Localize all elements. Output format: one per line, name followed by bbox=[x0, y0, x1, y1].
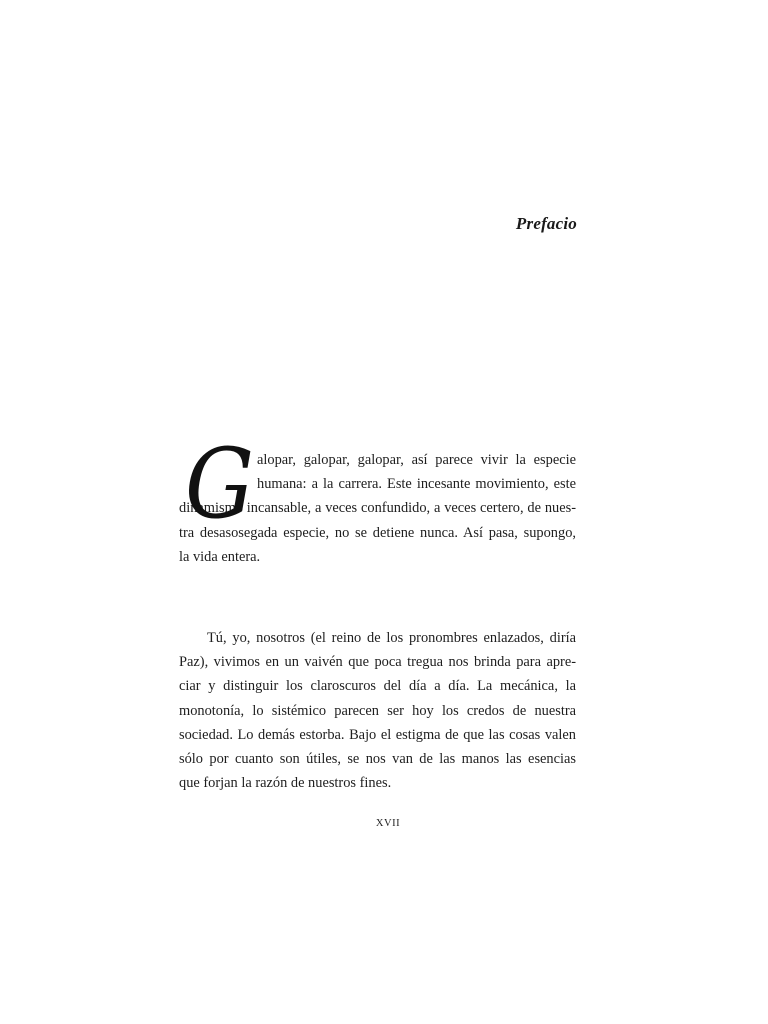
paragraph-1-line: alopar, galopar, galopar, así parece vivir la especie bbox=[257, 452, 576, 468]
drop-cap-letter: G bbox=[185, 428, 255, 540]
paragraph-2-line: monotonía, lo sistémico parecen ser hoy los credos de nuestra bbox=[179, 702, 576, 719]
paragraph-2-line: sociedad. Lo demás estorba. Bajo el estigma de que las cosas valen bbox=[179, 726, 576, 743]
paragraph-2 bbox=[179, 626, 576, 796]
drop-cap bbox=[179, 428, 265, 540]
paragraph-1 bbox=[179, 428, 576, 598]
paragraph-2-line: ciar y distinguir los claroscuros del día a día. La mecánica, la bbox=[179, 678, 576, 695]
paragraph-2-line: Tú, yo, nosotros (el reino de los pronombres enlazados, diría bbox=[207, 630, 576, 646]
paragraph-1-line: humana: a la carrera. Este incesante movimiento, este bbox=[257, 476, 576, 493]
paragraph-2-line: sólo por cuanto son útiles, se nos van de las manos las esencias bbox=[179, 750, 576, 767]
paragraph-2-line: Paz), vivimos en un vaivén que poca tregua nos brinda para apre- bbox=[179, 654, 576, 671]
paragraph-1-line: la vida entera. bbox=[179, 548, 261, 565]
paragraph-1-line: tra desasosegada especie, no se detiene nunca. Así pasa, supongo, bbox=[179, 524, 576, 541]
paragraph-2-line: que forjan la razón de nuestros fines. bbox=[179, 775, 392, 792]
chapter-title: Prefacio bbox=[515, 214, 577, 233]
page-number-text: XVII bbox=[375, 818, 401, 829]
paragraph-1-line: dinamismo incansable, a veces confundido, a veces certero, de nues- bbox=[179, 500, 576, 517]
page-number bbox=[0, 818, 768, 829]
